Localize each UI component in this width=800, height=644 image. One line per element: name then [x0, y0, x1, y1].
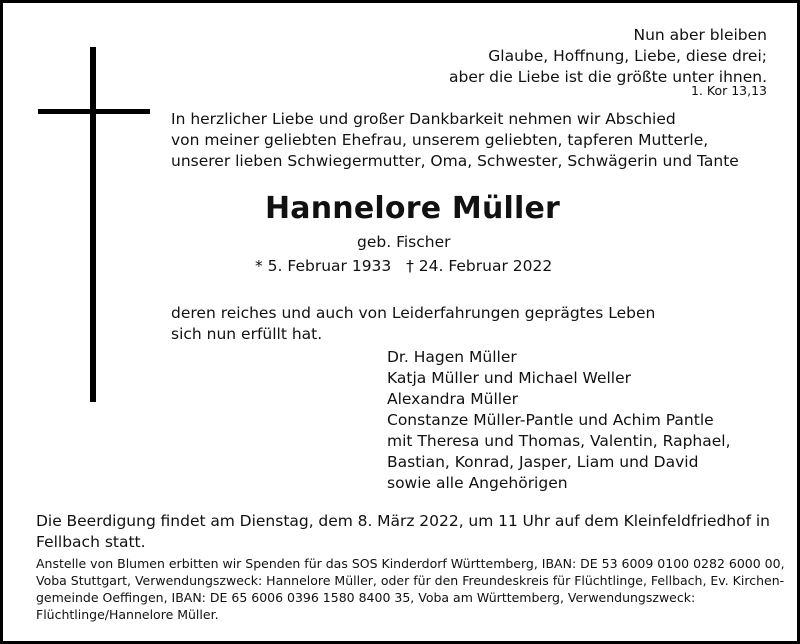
funeral-word: in [755, 512, 770, 530]
funeral-word: Uhr [522, 512, 551, 530]
funeral-word: 8. [357, 512, 373, 530]
funeral-info [36, 511, 770, 553]
verse-reference: 1. Kor 13,13 [690, 83, 767, 98]
mourner-line: Katja Müller und Michael Weller [387, 369, 632, 387]
donation-line: Anstelle von Blumen erbitten wir Spenden für das SOS Kinderdorf Württemberg, IBAN: DE 53 6009 0100 0282 6000 00, [36, 556, 785, 571]
birth-date: * 5. Februar 1933 [255, 257, 392, 275]
deceased-name: Hannelore Müller [265, 191, 561, 226]
farewell-intro [171, 109, 739, 172]
funeral-word: Die [36, 512, 62, 530]
funeral-word: auf [554, 512, 580, 530]
donation-line: gemeinde Oeffingen, IBAN: DE 65 6006 0396 1580 8400 35, Voba am Württemberg, Verwendungszweck: [36, 590, 696, 605]
donation-line: Flüchtlinge/Hannelore Müller. [36, 607, 219, 622]
life-line: deren reiches und auch von Leiderfahrungen geprägtes Leben [171, 304, 656, 322]
funeral-word: 11 [498, 512, 518, 530]
mourner-line: Bastian, Konrad, Jasper, Liam und David [387, 453, 699, 471]
intro-line: von meiner geliebten Ehefrau, unserem geliebten, tapferen Mutterle, [171, 131, 709, 149]
funeral-word: 2022, [419, 512, 464, 530]
mourners-list [387, 347, 731, 494]
verse-line: Nun aber bleiben [633, 26, 767, 44]
verse-line: aber die Liebe ist die größte unter ihnen. [448, 68, 767, 86]
funeral-line: Fellbach statt. [36, 533, 146, 551]
mourner-line: sowie alle Angehörigen [387, 474, 568, 492]
death-date: † 24. Februar 2022 [406, 257, 553, 275]
life-text [171, 303, 655, 345]
intro-line: In herzlicher Liebe und großer Dankbarkeit nehmen wir Abschied [171, 110, 676, 128]
bible-verse [449, 25, 767, 88]
funeral-word: Beerdigung [66, 512, 156, 530]
funeral-word: dem [584, 512, 619, 530]
funeral-line-justified [36, 511, 770, 532]
mourner-line: mit Theresa und Thomas, Valentin, Raphael, [387, 432, 731, 450]
life-line: sich nun erfüllt hat. [171, 325, 323, 343]
funeral-word: findet [160, 512, 206, 530]
mourner-line: Constanze Müller-Pantle und Achim Pantle [387, 411, 714, 429]
life-dates [255, 257, 552, 275]
intro-line: unserer lieben Schwiegermutter, Oma, Schwester, Schwägerin und Tante [171, 152, 739, 170]
funeral-word: dem [318, 512, 353, 530]
mourner-line: Alexandra Müller [387, 390, 519, 408]
cross-icon-horizontal-bar [38, 109, 150, 114]
funeral-word: März [377, 512, 415, 530]
funeral-word: um [468, 512, 494, 530]
mourner-line: Dr. Hagen Müller [387, 348, 517, 366]
cross-icon-vertical-bar [90, 47, 96, 402]
verse-line: Glaube, Hoffnung, Liebe, diese drei; [488, 47, 767, 65]
funeral-word: Kleinfeldfriedhof [623, 512, 752, 530]
donation-info [36, 555, 785, 623]
funeral-word: am [210, 512, 235, 530]
funeral-word: Dienstag, [239, 512, 314, 530]
birth-name: geb. Fischer [357, 233, 451, 251]
donation-line: Voba Stuttgart, Verwendungszweck: Hannelore Müller, oder für den Freundeskreis für Flüchtlinge, Fellbach, Ev. Kirchen- [36, 573, 785, 588]
